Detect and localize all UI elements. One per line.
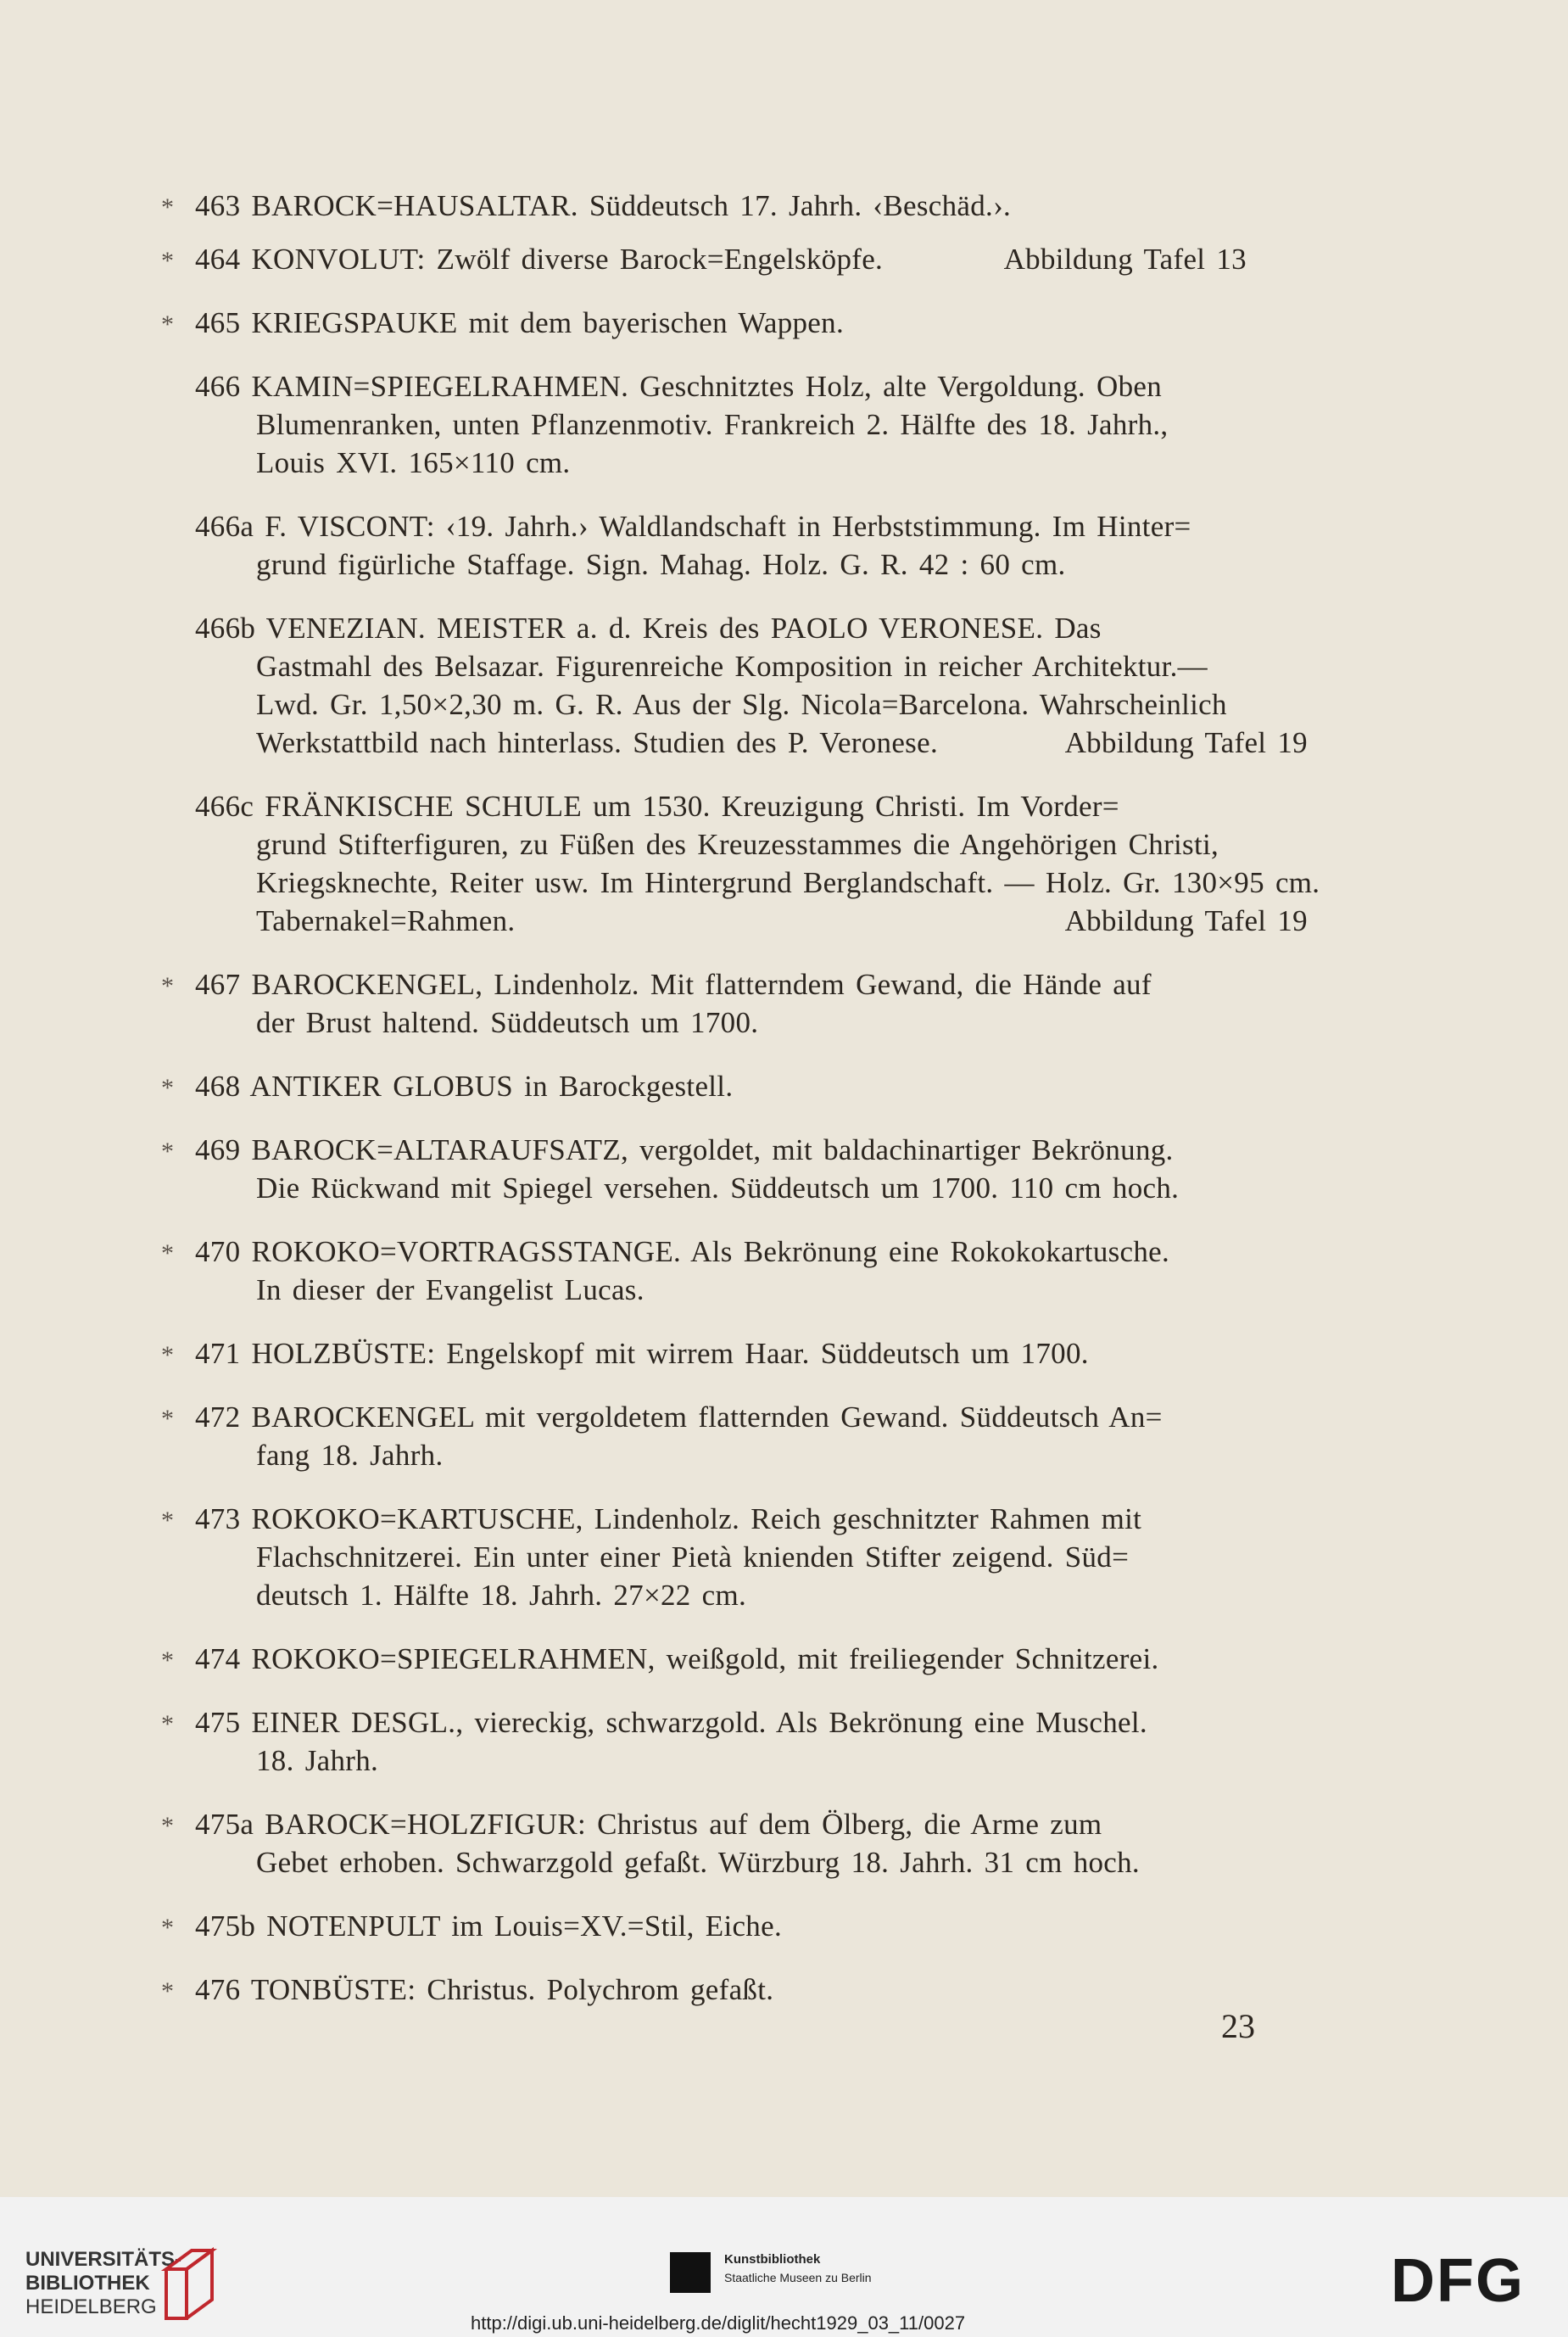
entry-line: 475a BAROCK=HOLZFIGUR: Christus auf dem Ölberg, die Arme zum xyxy=(195,1808,1102,1841)
entry-line: 475b NOTENPULT im Louis=XV.=Stil, Eiche. xyxy=(195,1909,782,1943)
entry-line: In dieser der Evangelist Lucas. xyxy=(256,1273,644,1306)
entry-text xyxy=(195,1971,1264,2009)
kunstbibliothek-icon xyxy=(670,2252,711,2293)
catalog-entry xyxy=(161,1067,1264,1105)
entry-asterisk: * xyxy=(161,1914,175,1942)
entry-line: 473 ROKOKO=KARTUSCHE, Lindenholz. Reich geschnitzter Rahmen mit xyxy=(195,1502,1142,1535)
entry-line: grund figürliche Staffage. Sign. Mahag. Holz. G. R. 42 : 60 cm. xyxy=(256,548,1066,581)
catalog-entry xyxy=(161,304,1264,342)
kb-logo-subtitle: Staatliche Museen zu Berlin xyxy=(724,2271,872,2284)
entry-asterisk: * xyxy=(161,247,175,275)
entry-text xyxy=(195,187,1264,225)
plate-reference: Abbildung Tafel 19 xyxy=(1064,726,1308,759)
entry-text xyxy=(195,1500,1264,1614)
entry-text xyxy=(195,1805,1264,1881)
catalog-entry xyxy=(161,1805,1264,1881)
entry-text xyxy=(195,1233,1264,1309)
entry-text xyxy=(195,609,1308,762)
entry-line: fang 18. Jahrh. xyxy=(256,1439,444,1472)
entry-line: 472 BAROCKENGEL mit vergoldetem flatternden Gewand. Süddeutsch An= xyxy=(195,1401,1163,1434)
entry-text xyxy=(195,1131,1264,1207)
entry-asterisk: * xyxy=(161,1812,175,1840)
entry-text xyxy=(195,1907,1264,1945)
entry-text xyxy=(195,1640,1264,1678)
entry-line: 466a F. VISCONT: ‹19. Jahrh.› Waldlandschaft in Herbststimmung. Im Hinter= xyxy=(195,510,1191,543)
entry-line: grund Stifterfiguren, zu Füßen des Kreuzesstammes die Angehörigen Christi, xyxy=(256,828,1219,861)
entry-line: Die Rückwand mit Spiegel versehen. Süddeutsch um 1700. 110 cm hoch. xyxy=(256,1171,1180,1205)
entry-asterisk: * xyxy=(161,1647,175,1674)
entry-line: 464 KONVOLUT: Zwölf diverse Barock=Engelsköpfe. xyxy=(195,243,884,276)
entry-line: 466c FRÄNKISCHE SCHULE um 1530. Kreuzigung Christi. Im Vorder= xyxy=(195,790,1119,823)
plate-reference: Abbildung Tafel 13 xyxy=(1003,243,1247,276)
entry-asterisk: * xyxy=(161,1710,175,1738)
entry-line: 18. Jahrh. xyxy=(256,1744,379,1777)
entry-text xyxy=(195,240,1264,278)
catalog-entry xyxy=(161,1334,1264,1373)
entry-line: Lwd. Gr. 1,50×2,30 m. G. R. Aus der Slg. Nicola=Barcelona. Wahrscheinlich xyxy=(256,688,1227,721)
entry-line: Werkstattbild nach hinterlass. Studien des P. Veronese. xyxy=(256,726,938,759)
kunstbibliothek-logo[interactable] xyxy=(670,2244,924,2303)
entry-line: Tabernakel=Rahmen. xyxy=(256,904,516,937)
entry-line: Blumenranken, unten Pflanzenmotiv. Frankreich 2. Hälfte des 18. Jahrh., xyxy=(256,408,1169,441)
catalog-entry xyxy=(161,1398,1264,1474)
catalog-entry xyxy=(161,787,1320,940)
entry-text xyxy=(195,1334,1264,1373)
entry-line: 476 TONBÜSTE: Christus. Polychrom gefaßt. xyxy=(195,1973,774,2006)
entry-text xyxy=(195,367,1264,482)
entry-line: Kriegsknechte, Reiter usw. Im Hintergrund Berglandschaft. — Holz. Gr. 130×95 cm. xyxy=(256,866,1320,899)
ub-logo-icon xyxy=(159,2244,219,2324)
entry-line: deutsch 1. Hälfte 18. Jahrh. 27×22 cm. xyxy=(256,1579,747,1612)
entry-line: 475 EINER DESGL., viereckig, schwarzgold. Als Bekrönung eine Muschel. xyxy=(195,1706,1147,1739)
catalog-entry xyxy=(161,1907,1264,1945)
permalink-url[interactable]: http://digi.ub.uni-heidelberg.de/diglit/hecht1929_03_11/0027 xyxy=(471,2312,966,2334)
entry-text xyxy=(195,965,1264,1042)
entry-line: 468 ANTIKER GLOBUS in Barockgestell. xyxy=(195,1070,734,1103)
catalog-entry xyxy=(161,1131,1264,1207)
entry-line: 465 KRIEGSPAUKE mit dem bayerischen Wappen. xyxy=(195,306,844,339)
plate-reference: Abbildung Tafel 19 xyxy=(1064,904,1308,937)
catalog-entry xyxy=(161,1640,1264,1678)
entry-line: 463 BAROCK=HAUSALTAR. Süddeutsch 17. Jahrh. ‹Beschäd.›. xyxy=(195,189,1012,222)
entry-asterisk: * xyxy=(161,1507,175,1535)
catalog-entry xyxy=(161,609,1308,762)
entry-text xyxy=(195,1703,1264,1780)
entry-line-wrap xyxy=(195,902,1308,940)
entry-line: 474 ROKOKO=SPIEGELRAHMEN, weißgold, mit freiliegender Schnitzerei. xyxy=(195,1642,1159,1675)
entry-line: 469 BAROCK=ALTARAUFSATZ, vergoldet, mit baldachinartiger Bekrönung. xyxy=(195,1133,1174,1166)
ub-logo-line2: BIBLIOTHEK xyxy=(25,2272,150,2295)
catalog-entry xyxy=(161,367,1264,482)
entry-line: 467 BAROCKENGEL, Lindenholz. Mit flatterndem Gewand, die Hände auf xyxy=(195,968,1152,1001)
entry-asterisk: * xyxy=(161,1341,175,1369)
catalog-entry xyxy=(161,507,1264,584)
ub-logo-line1: UNIVERSITÄTS- xyxy=(25,2248,182,2271)
catalog-entry xyxy=(161,187,1264,225)
entry-line: der Brust haltend. Süddeutsch um 1700. xyxy=(256,1006,759,1039)
ub-logo-line3: HEIDELBERG xyxy=(25,2295,157,2318)
entry-text xyxy=(195,507,1264,584)
ub-heidelberg-logo[interactable] xyxy=(25,2248,181,2319)
entry-asterisk: * xyxy=(161,1074,175,1102)
catalog-entry xyxy=(161,1233,1264,1309)
entry-text xyxy=(195,787,1320,940)
entry-asterisk: * xyxy=(161,1977,175,2005)
entry-text xyxy=(195,1067,1264,1105)
kb-logo-title: Kunstbibliothek xyxy=(724,2252,821,2267)
entry-line: 466 KAMIN=SPIEGELRAHMEN. Geschnitztes Holz, alte Vergoldung. Oben xyxy=(195,370,1163,403)
entry-asterisk: * xyxy=(161,193,175,221)
entry-line: Gastmahl des Belsazar. Figurenreiche Komposition in reicher Architektur.— xyxy=(256,650,1208,683)
entry-text xyxy=(195,1398,1264,1474)
entry-asterisk: * xyxy=(161,972,175,1000)
entry-line: 470 ROKOKO=VORTRAGSSTANGE. Als Bekrönung eine Rokokokartusche. xyxy=(195,1235,1170,1268)
entry-line-wrap xyxy=(195,240,1247,278)
entry-line: 466b VENEZIAN. MEISTER a. d. Kreis des PAOLO VERONESE. Das xyxy=(195,612,1102,645)
catalog-entry xyxy=(161,240,1264,278)
catalog-entry xyxy=(161,965,1264,1042)
page-number: 23 xyxy=(1221,2007,1255,2045)
entry-line-wrap xyxy=(195,724,1308,762)
catalog-entry xyxy=(161,1971,1264,2009)
entry-line: Gebet erhoben. Schwarzgold gefaßt. Würzburg 18. Jahrh. 31 cm hoch. xyxy=(256,1846,1140,1879)
catalog-entry xyxy=(161,1703,1264,1780)
entry-asterisk: * xyxy=(161,1138,175,1166)
dfg-logo[interactable]: DFG xyxy=(1391,2247,1525,2315)
catalog-entry xyxy=(161,1500,1264,1614)
entry-asterisk: * xyxy=(161,1239,175,1267)
entry-text xyxy=(195,304,1264,342)
footer-bar xyxy=(0,2197,1568,2337)
entry-line: 471 HOLZBÜSTE: Engelskopf mit wirrem Haar. Süddeutsch um 1700. xyxy=(195,1337,1089,1370)
entry-asterisk: * xyxy=(161,1405,175,1433)
entry-asterisk: * xyxy=(161,310,175,338)
catalog-entries xyxy=(161,187,1320,2034)
entry-line: Flachschnitzerei. Ein unter einer Pietà knienden Stifter zeigend. Süd= xyxy=(256,1540,1130,1574)
entry-line: Louis XVI. 165×110 cm. xyxy=(256,446,571,479)
